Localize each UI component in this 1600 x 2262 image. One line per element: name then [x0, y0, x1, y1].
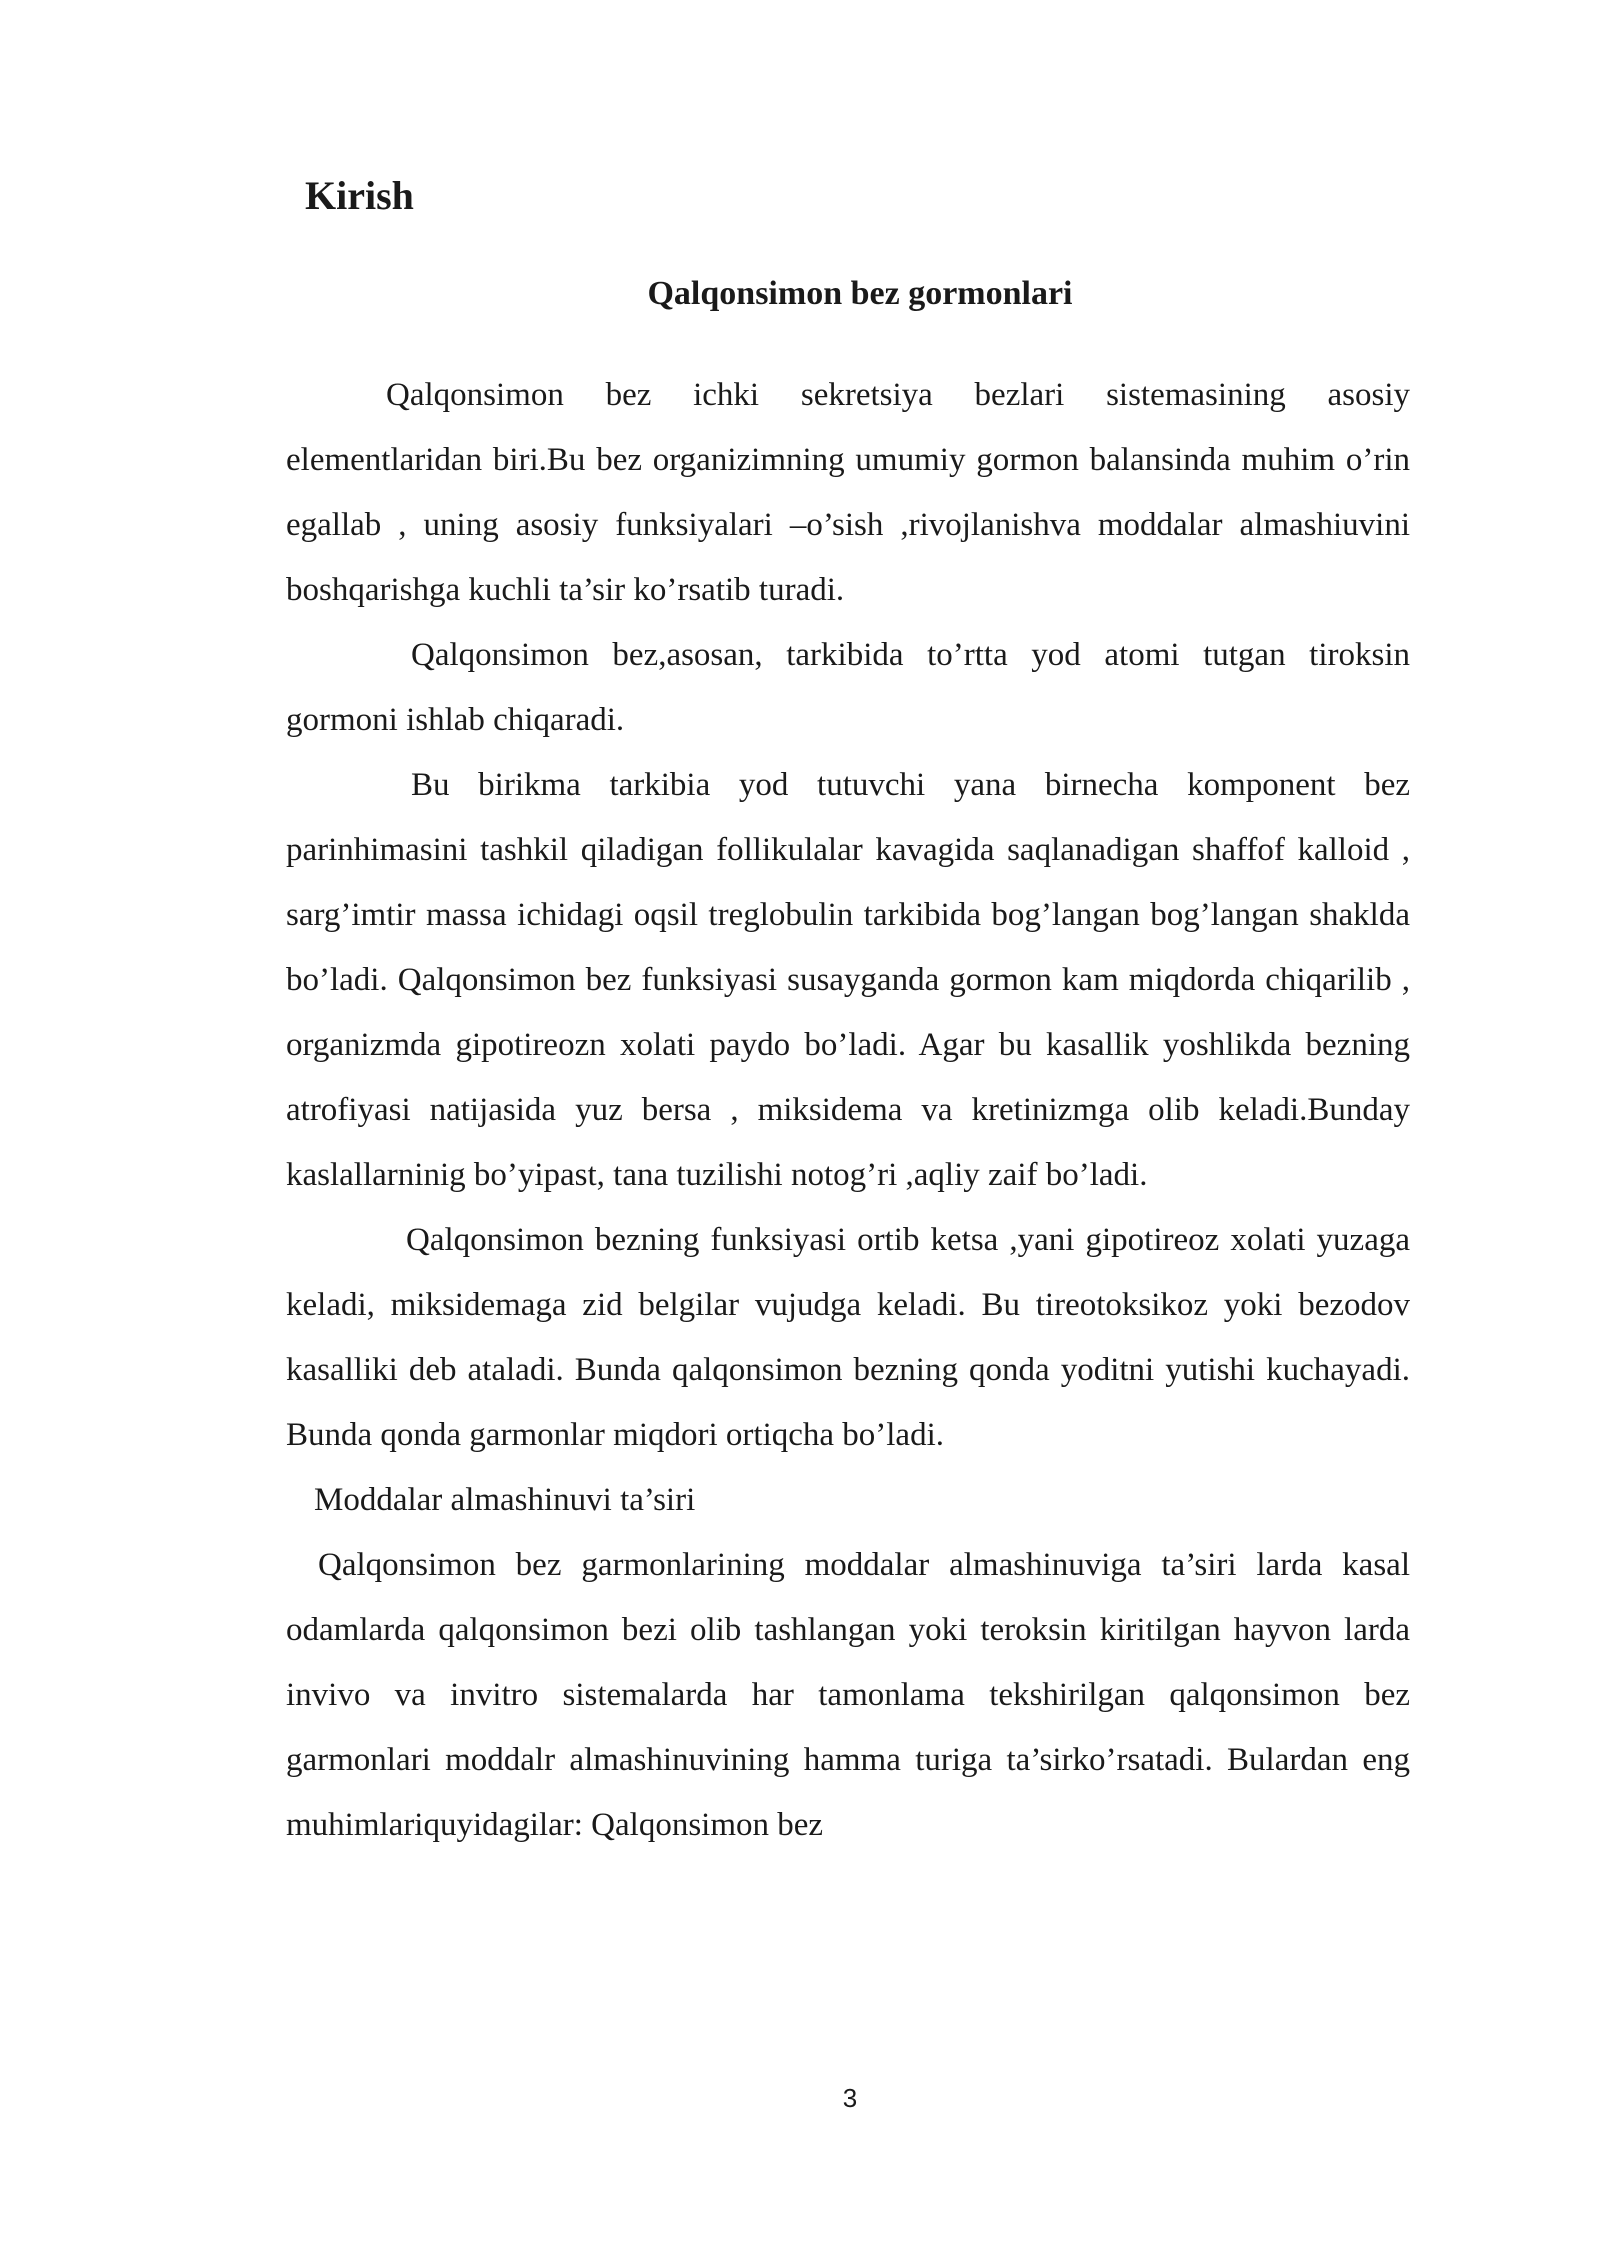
paragraph-1: Qalqonsimon bez ichki sekretsiya bezlari sistemasining asosiy elementlaridan biri.Bu bez organizimning umumiy gormon balansinda muhim o’rin egallab , uning asosiy funksiyalari –o’sish ,rivojlanishva moddalar almashiuvini boshqarishga kuchli ta’sir ko’rsatib turadi.: [286, 377, 1410, 608]
paragraph-3: Bu birikma tarkibia yod tutuvchi yana birnecha komponent bez parinhimasini tashkil qiladigan follikulalar kavagida saqlanadigan shaffof kalloid , sarg’imtir massa ichidagi oqsil treglobulin tarkibida bog’langan bog’langan shaklda bo’ladi. Qalqonsimon bez funksiyasi susayganda gormon kam miqdorda chiqarilib , organizmda gipotireozn xolati paydo bo’ladi. Agar bu kasallik yoshlikda bezning atrofiyasi natijasida yuz bersa , miksidema va kretinizmga olib keladi.Bunday kaslallarninig bo’yipast, tana tuzilishi notog’ri ,aqliy zaif bo’ladi.: [286, 767, 1410, 1193]
section-heading: Kirish: [305, 173, 414, 218]
paragraph-4: Qalqonsimon bezning funksiyasi ortib ketsa ,yani gipotireoz xolati yuzaga keladi, miksidemaga zid belgilar vujudga keladi. Bu tireotoksikoz yoki bezodov kasalliki deb ataladi. Bunda qalqonsimon bezning qonda yoditni yutishi kuchayadi. Bunda qonda garmonlar miqdori ortiqcha bo’ladi.: [286, 1222, 1410, 1453]
paragraph-2: Qalqonsimon bez,asosan, tarkibida to’rtta yod atomi tutgan tiroksin gormoni ishlab chiqaradi.: [286, 637, 1410, 738]
body-text: [286, 363, 1410, 1858]
document-title: Qalqonsimon bez gormonlari: [647, 275, 1073, 312]
paragraph-5: Qalqonsimon bez garmonlarining moddalar almashinuviga ta’siri larda kasal odamlarda qalqonsimon bezi olib tashlangan yoki teroksin kiritilgan hayvon larda invivo va invitro sistemalarda har tamonlama tekshirilgan qalqonsimon bez garmonlari moddalr almashinuvining hamma turiga ta’sirko’rsatadi. Bulardan eng muhimlariquyidagilar: Qalqonsimon bez: [286, 1547, 1410, 1843]
subheading-moddalar: Moddalar almashinuvi ta’siri: [314, 1482, 696, 1518]
page-number: 3: [842, 2083, 858, 2113]
